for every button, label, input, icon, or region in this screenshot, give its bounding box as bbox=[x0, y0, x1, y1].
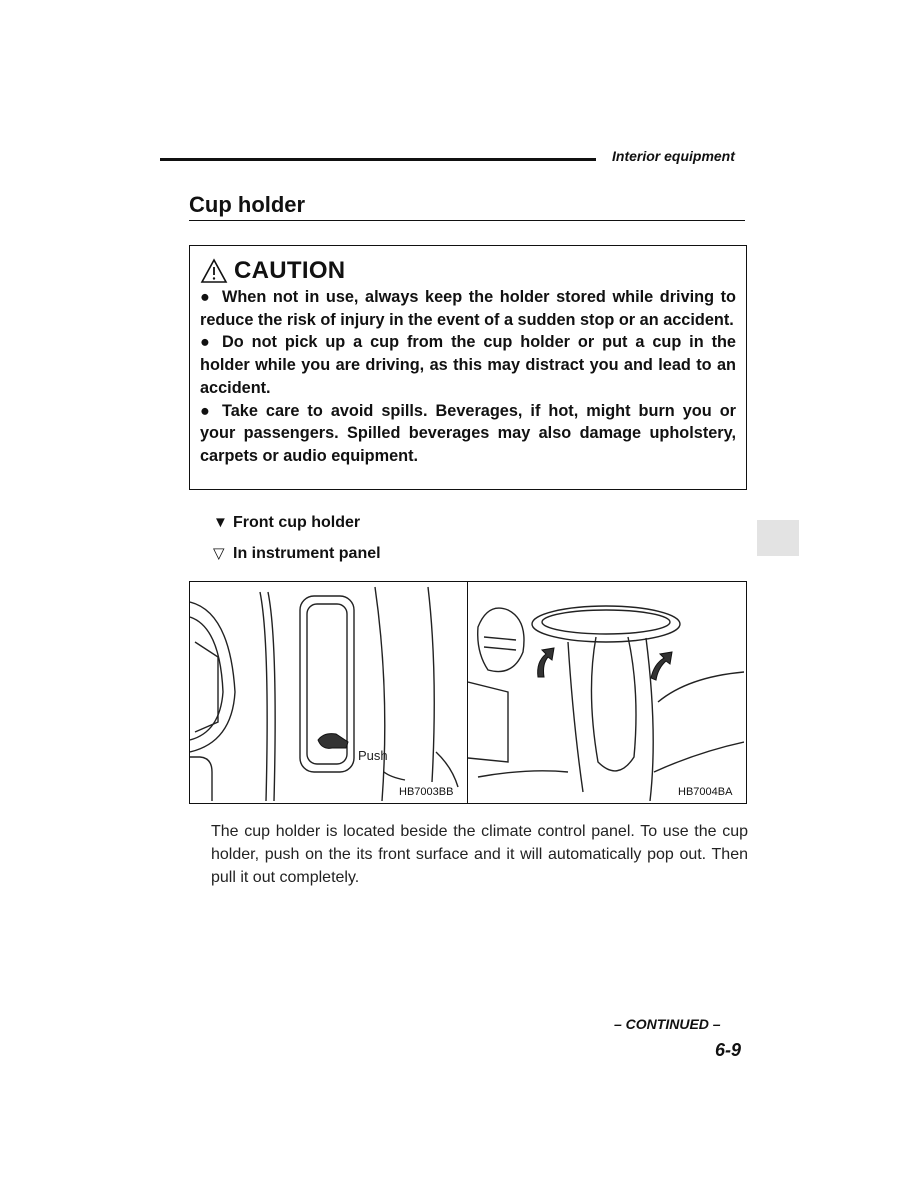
bullet-icon: ● bbox=[200, 333, 210, 352]
caution-item bbox=[200, 400, 736, 468]
page-number: 6-9 bbox=[715, 1040, 742, 1060]
filled-triangle-icon: ▼ bbox=[213, 514, 228, 531]
cup-holder-illustration bbox=[468, 582, 744, 801]
header-rule bbox=[160, 158, 596, 161]
push-hand-icon bbox=[318, 734, 348, 749]
section-heading-instrument bbox=[213, 544, 381, 563]
caution-title: CAUTION bbox=[234, 257, 346, 284]
page-title: Cup holder bbox=[189, 192, 306, 217]
section-heading-front-text: Front cup holder bbox=[233, 514, 361, 531]
continued-label: – CONTINUED – bbox=[614, 1016, 721, 1032]
bullet-icon: ● bbox=[200, 401, 210, 420]
warning-triangle-icon bbox=[200, 258, 228, 284]
arrow-up-right-icon bbox=[651, 652, 672, 680]
instrument-panel-illustration bbox=[190, 582, 466, 801]
arrow-up-left-icon bbox=[538, 648, 554, 677]
figure-code-left: HB7003BB bbox=[399, 786, 454, 798]
caution-item bbox=[200, 331, 736, 399]
header-section-title: Interior equipment bbox=[612, 148, 735, 164]
figure-code-right: HB7004BA bbox=[678, 786, 733, 798]
body-paragraph: The cup holder is located beside the climate control panel. To use the cup holder, push on the its front surface and it will automatically pop out. Then pull it out completely. bbox=[211, 823, 748, 886]
push-label: Push bbox=[358, 748, 388, 763]
caution-item-text: Do not pick up a cup from the cup holder or put a cup in the holder while you are driving, as this may distract you and lead to an accident. bbox=[200, 333, 736, 397]
caution-header bbox=[200, 256, 736, 286]
chapter-tab bbox=[757, 520, 799, 556]
section-heading-front bbox=[213, 514, 360, 532]
outline-triangle-icon: ▽ bbox=[213, 545, 225, 562]
caution-item-text: When not in use, always keep the holder stored while driving to reduce the risk of injury in the event of a sudden stop or an accident. bbox=[200, 288, 736, 329]
section-heading-instrument-text: In instrument panel bbox=[233, 545, 381, 562]
caution-item bbox=[200, 286, 736, 331]
bullet-icon: ● bbox=[200, 288, 210, 306]
title-rule bbox=[189, 220, 745, 221]
caution-box bbox=[189, 245, 747, 490]
caution-item-text: Take care to avoid spills. Beverages, if hot, might burn you or your passengers. Spilled beverages may also damage upholstery, carpets or audio equipment. bbox=[200, 401, 736, 465]
